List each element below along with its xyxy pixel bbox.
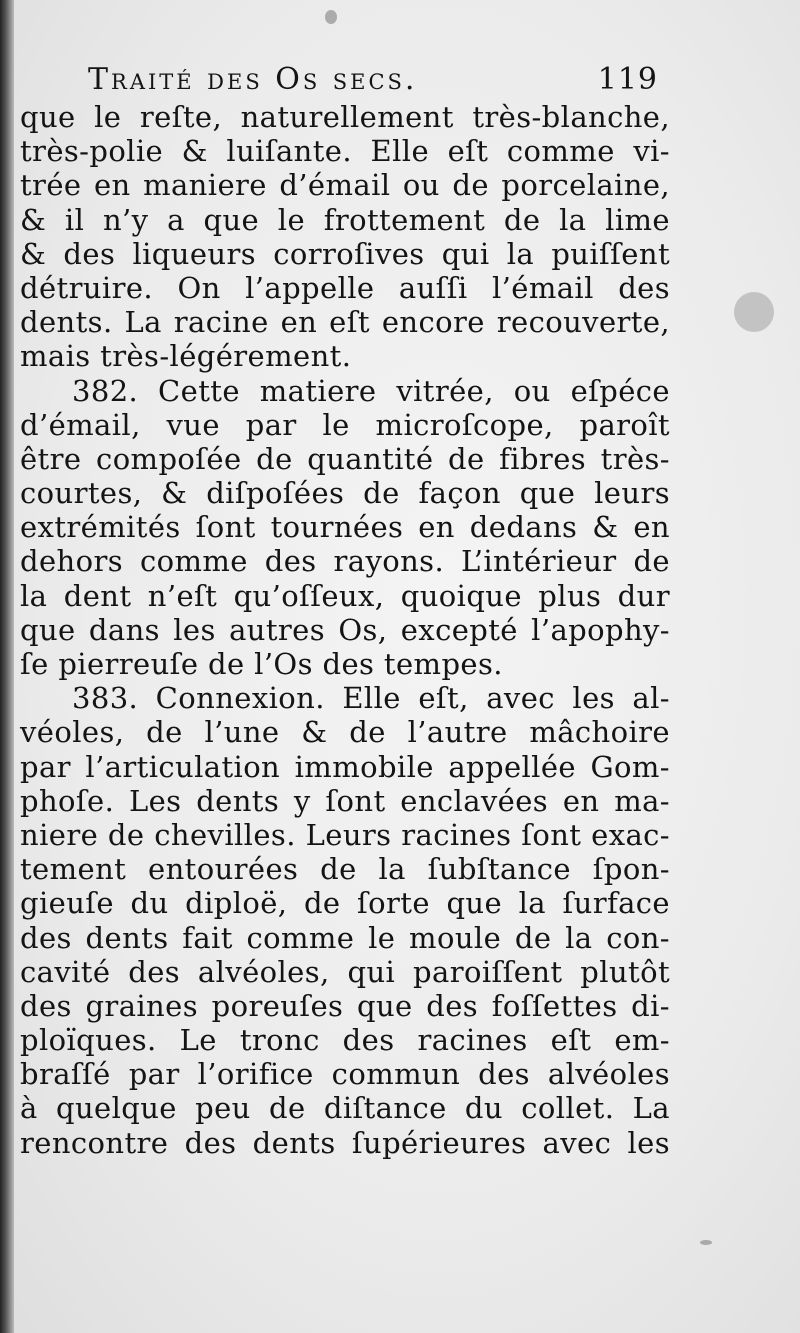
page-gutter-shadow — [0, 0, 14, 1333]
text-line: d’émail, vue par le microſcope, paroît — [20, 407, 670, 442]
text-line: rencontre des dents ſupérieures avec les — [20, 1125, 670, 1160]
text-line: dehors comme des rayons. L’intérieur de — [20, 544, 670, 579]
text-line: ſe pierreuſe de l’Os des tempes. — [20, 647, 503, 681]
paragraph-start-line: 383. Connexion. Elle eſt, avec les al- — [72, 681, 670, 716]
text-line: à quelque peu de diſtance du collet. La — [20, 1091, 670, 1126]
ink-speck — [700, 1240, 712, 1245]
text-line: braſſé par l’orifice commun des alvéoles — [20, 1057, 670, 1092]
text-line: niere de chevilles. Leurs racines ſont exac- — [20, 817, 670, 852]
text-line: détruire. On l’appelle auſſi l’émail des — [20, 270, 670, 305]
text-line: dents. La racine en eſt encore recouverte, — [20, 305, 670, 340]
text-line: la dent n’eſt qu’oſſeux, quoique plus dur — [20, 578, 670, 613]
running-head — [88, 62, 658, 104]
text-line: gieuſe du diploë, de ſorte que la ſurface — [20, 886, 670, 921]
text-line: être compoſée de quantité de fibres très- — [20, 441, 670, 476]
text-line: extrémités ſont tournées en dedans & en — [20, 510, 670, 545]
text-line: que le reſte, naturellement très-blanche, — [20, 100, 670, 134]
text-line: courtes, & diſpoſées de façon que leurs — [20, 476, 670, 511]
text-line: phoſe. Les dents y ſont enclavées en ma- — [20, 783, 670, 818]
text-line: des dents fait comme le moule de la con- — [20, 920, 670, 955]
text-line: des graines poreuſes que des foſſettes di- — [20, 988, 670, 1023]
text-line: très-polie & luiſante. Elle eſt comme vi- — [20, 134, 670, 169]
text-line: cavité des alvéoles, qui paroiſſent plutôt — [20, 954, 670, 989]
text-line: ploïques. Le tronc des racines eſt em- — [20, 1023, 670, 1058]
page-number: 119 — [597, 62, 658, 97]
text-line: tement entourées de la ſubſtance ſpon- — [20, 852, 670, 887]
text-line: & il n’y a que le frottement de la lime — [20, 202, 670, 237]
text-line: mais très-légérement. — [20, 339, 352, 374]
text-line: & des liqueurs corroſives qui la puiſſent — [20, 236, 670, 271]
body-text — [20, 100, 670, 1160]
text-line: véoles, de l’une & de l’autre mâchoire — [20, 715, 670, 750]
ink-speck — [734, 292, 774, 332]
paragraph-start-line: 382. Cette matiere vitrée, ou eſpéce — [72, 373, 670, 408]
text-line: trée en maniere d’émail ou de porcelaine, — [20, 168, 670, 203]
text-line: que dans les autres Os, excepté l’apophy- — [20, 612, 670, 647]
running-head-title: Traité des Os secs. — [88, 62, 418, 97]
text-line: par l’articulation immobile appellée Gom- — [20, 749, 670, 784]
ink-speck — [325, 10, 337, 24]
